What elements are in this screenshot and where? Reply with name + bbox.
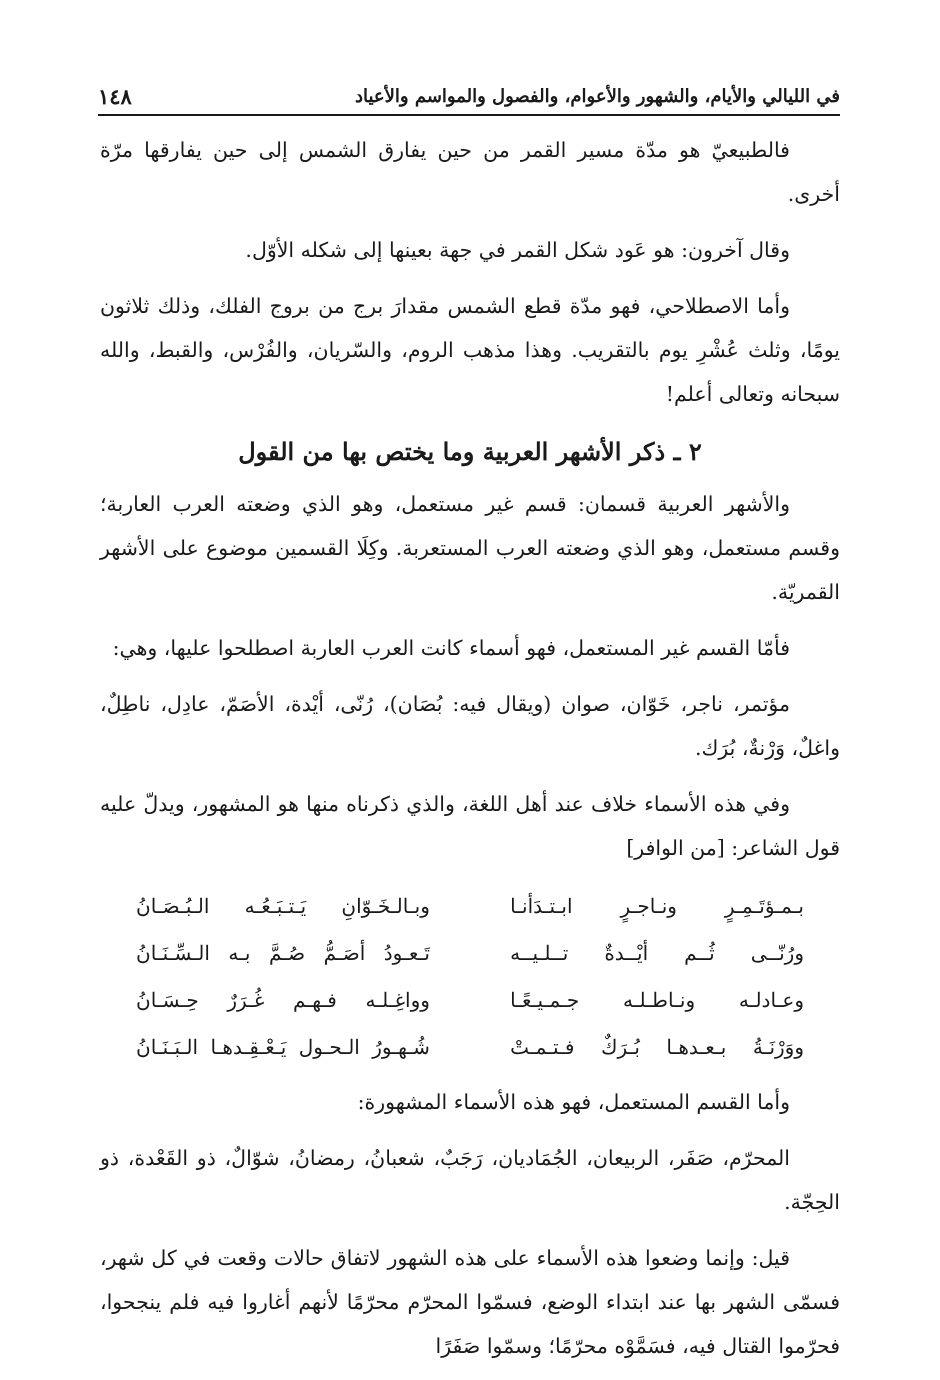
paragraph: وأما القسم المستعمل، فهو هذه الأسماء المشهورة: <box>357 1090 790 1114</box>
hemistich-first: بـمـؤتَـمِـرٍ ونـاجـرٍ ابـتـدَأنـا <box>510 893 804 918</box>
poem <box>100 882 840 1070</box>
paragraph: فأمّا القسم غير المستعمل، فهو أسماء كانت العرب العاربة اصطلحوا عليها، وهي: <box>112 636 790 660</box>
paragraph: والأشهر العربية قسمان: قسم غير مستعمل، وهو الذي وضعته العرب العاربة؛ وقسم مستعمل، وهو الذي وضعته العرب المستعربة. وكِلَا القسمين موضوع على الأشهر القمريّة. <box>100 492 840 604</box>
hemistich-second: شُـهـورُ الـحـول يَـعْـقِـدهـا الـبَـنَـانُ <box>136 1034 430 1059</box>
hemistich-first: وعـادلـه ونـاطـلـه جـمـيـعًـا <box>510 987 804 1012</box>
hemistich-second: وواغِـلـه فـهـم غُـرَرٌ حِـسَـانُ <box>136 987 430 1012</box>
hemistich-first: ورُنّــى ثُــم أيْــدةٌ تــلـيــه <box>510 940 804 965</box>
poem-verse <box>136 929 804 976</box>
paragraph: فالطبيعيّ هو مدّة مسير القمر من حين يفارق الشمس إلى حين يفارقها مرّة أخرى. <box>100 138 840 206</box>
poem-verse <box>136 976 804 1023</box>
paragraph: وفي هذه الأسماء خلاف عند أهل اللغة، والذي ذكرناه منها هو المشهور، ويدلّ عليه قول الشاعر: [من الوافر] <box>100 792 840 860</box>
running-title: في الليالي والأيام، والشهور والأعوام، والفصول والمواسم والأعياد <box>354 85 840 107</box>
section-heading: ٢ ـ ذكر الأشهر العربية وما يختص بها من القول <box>238 437 702 466</box>
poem-verse <box>136 1023 804 1070</box>
hemistich-first: ووَرْنَـةُ بـعـدهـا بُـرَكٌ فـتـمـتْ <box>510 1034 804 1059</box>
paragraph: وقال آخرون: هو عَود شكل القمر في جهة بعينها إلى شكله الأوّل. <box>245 238 790 262</box>
hemistich-second: وبـالـخَـوّانِ يَـتـبَـعُـه الـبُـصَـانُ <box>136 893 430 918</box>
page-number: ١٤٨ <box>98 83 132 109</box>
hemistich-second: تَـعـودُ أصَـمُّ صُـمَّ بـه الـسِّـنَـانُ <box>136 940 430 965</box>
paragraph: المحرّم، صَفَر، الربيعان، الجُمَاديان، رَجَبٌ، شعبانُ، رمضانُ، شوّالٌ، ذو القَعْدة، ذو الحِجّة. <box>100 1146 840 1214</box>
paragraph: مؤتمر، ناجر، خَوّان، صوان (ويقال فيه: بُصَان)، رُنّى، أيْدة، الأصَمّ، عادِل، ناطِلٌ، واغلٌ، وَرْنةٌ، بُرَك. <box>100 692 840 760</box>
paragraph: وأما الاصطلاحي، فهو مدّة قطع الشمس مقدارَ برج من بروج الفلك، وذلك ثلاثون يومًا، وثلث عُشْرِ يوم بالتقريب. وهذا مذهب الروم، والسّريان، والفُرْس، والقبط، والله سبحانه وتعالى أعلم! <box>100 294 840 406</box>
paragraph: قيل: وإنما وضعوا هذه الأسماء على هذه الشهور لاتفاق حالات وقعت في كل شهر، فسمّى الشهر بها عند ابتداء الوضع، فسمّوا المحرّم محرّمًا لأنهم أغاروا فيه فلم ينجحوا، فحرّموا القتال فيه، فسَمَّوْه محرّمًا؛ وسمّوا صَفَرًا <box>100 1246 840 1358</box>
page-header <box>98 78 840 116</box>
poem-verse <box>136 882 804 929</box>
page-body <box>100 128 840 1380</box>
